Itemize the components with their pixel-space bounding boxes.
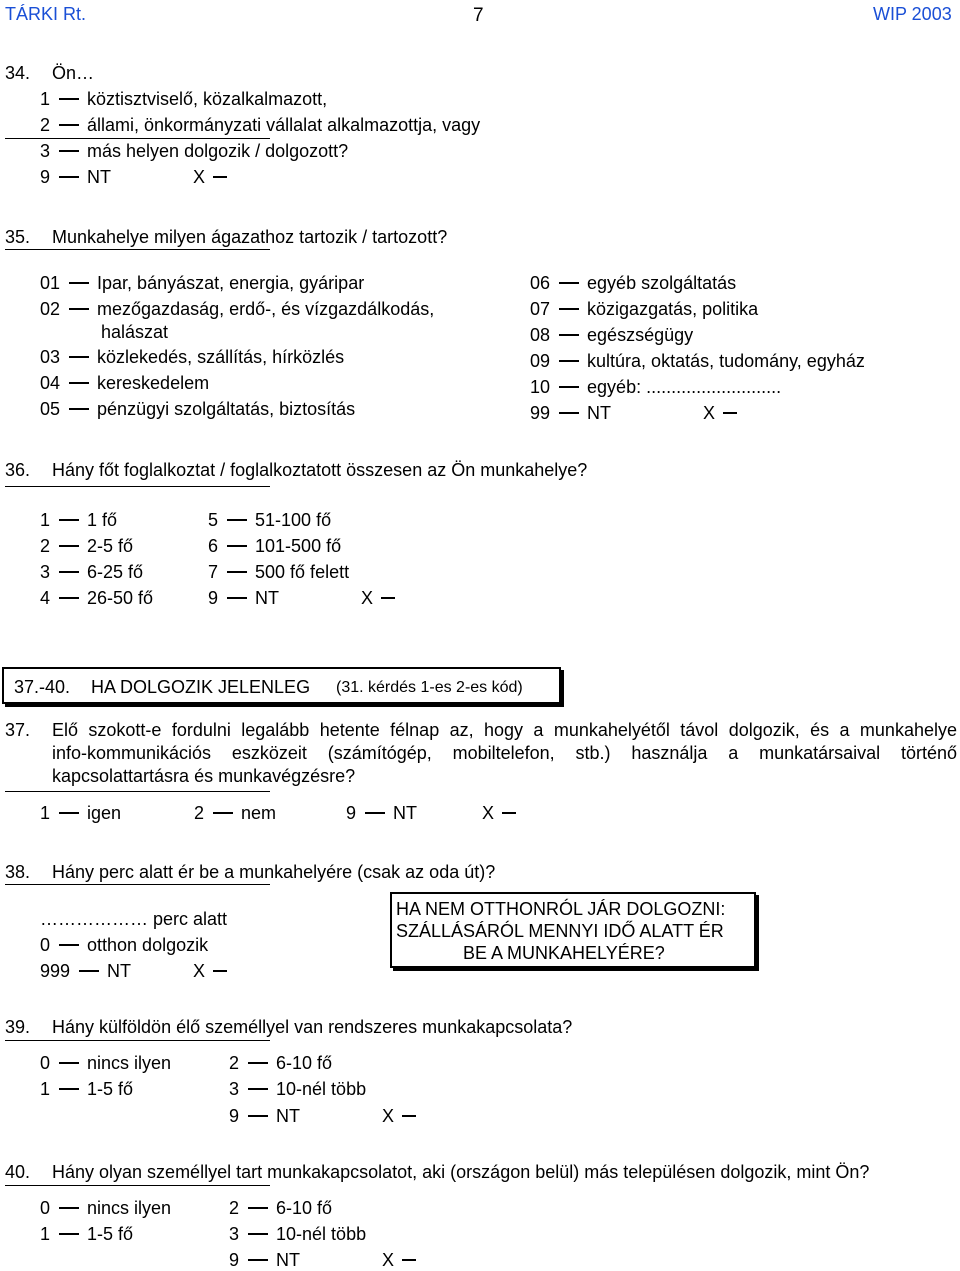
instruction-line-1: HA NEM OTTHONRÓL JÁR DOLGOZNI: xyxy=(396,899,726,919)
question-text-line-2: info-kommunikációs eszközeit (számítógép, mobiltelefon, stb.) használja a munkatársaival történő xyxy=(52,743,957,763)
divider xyxy=(5,249,270,250)
answer-option[interactable]: 1 1-5 fő xyxy=(40,1224,134,1244)
x-mark: X xyxy=(193,166,227,188)
answer-option[interactable]: 01 Ipar, bányászat, energia, gyáripar xyxy=(40,273,365,293)
question-text-line-3: kapcsolattartásra és munkavégzésre? xyxy=(52,766,356,786)
question-text: Hány olyan személlyel tart munkakapcsolatot, aki (országon belül) más településen dolgozik, mint Ön? xyxy=(52,1162,870,1182)
answer-option[interactable]: 9 NT xyxy=(40,167,112,187)
answer-option[interactable]: 0 otthon dolgozik xyxy=(40,935,209,955)
header-right: WIP 2003 xyxy=(873,4,952,24)
question-number: 35. xyxy=(5,227,31,247)
instruction-box xyxy=(390,892,756,968)
answer-option[interactable]: 1 1-5 fő xyxy=(40,1079,134,1099)
x-mark: X xyxy=(361,587,395,609)
answer-option[interactable]: 0 nincs ilyen xyxy=(40,1198,172,1218)
answer-option[interactable]: 2 2-5 fő xyxy=(40,536,134,556)
divider xyxy=(5,1040,270,1041)
answer-option[interactable]: 07 közigazgatás, politika xyxy=(530,299,759,319)
question-text: Hány külföldön élő személlyel van rendszeres munkakapcsolata? xyxy=(52,1017,573,1037)
answer-option[interactable]: 9 NT xyxy=(208,588,280,608)
answer-option[interactable]: 3 10-nél több xyxy=(229,1224,367,1244)
answer-option-continued: halászat xyxy=(101,322,169,342)
divider xyxy=(5,791,270,792)
answer-option[interactable]: 1 igen xyxy=(40,803,122,823)
x-mark: X xyxy=(382,1249,416,1271)
answer-option[interactable]: 03 közlekedés, szállítás, hírközlés xyxy=(40,347,345,367)
answer-option[interactable]: 09 kultúra, oktatás, tudomány, egyház xyxy=(530,351,865,371)
page-number: 7 xyxy=(473,5,484,26)
instruction-line-3: BE A MUNKAHELYÉRE? xyxy=(463,943,665,963)
answer-option[interactable]: 999 NT xyxy=(40,961,132,981)
question-text: Hány főt foglalkoztat / foglalkoztatott összesen az Ön munkahelye? xyxy=(52,460,588,480)
question-text-line-1: Elő szokott-e fordulni legalább hetente félnap az, hogy a munkahelyétől távol dolgozik, és a munkahelye xyxy=(52,720,957,740)
answer-option[interactable]: 9 NT xyxy=(229,1250,301,1270)
answer-option[interactable]: 02 mezőgazdaság, erdő-, és vízgazdálkodás, xyxy=(40,299,435,319)
answer-option[interactable]: 06 egyéb szolgáltatás xyxy=(530,273,737,293)
question-text: Hány perc alatt ér be a munkahelyére (csak az oda út)? xyxy=(52,862,496,882)
answer-option[interactable]: 3 10-nél több xyxy=(229,1079,367,1099)
question-number: 39. xyxy=(5,1017,31,1037)
answer-option[interactable]: 1 köztisztviselő, közalkalmazott, xyxy=(40,89,328,109)
answer-option[interactable]: 04 kereskedelem xyxy=(40,373,210,393)
answer-option[interactable]: 9 NT xyxy=(229,1106,301,1126)
question-text: Ön… xyxy=(52,63,95,83)
divider xyxy=(5,1185,270,1186)
answer-option[interactable]: 5 51-100 fő xyxy=(208,510,332,530)
question-number: 40. xyxy=(5,1162,31,1182)
question-number: 34. xyxy=(5,63,31,83)
answer-option[interactable]: 7 500 fő felett xyxy=(208,562,350,582)
question-text: Munkahelye milyen ágazathoz tartozik / tartozott? xyxy=(52,227,448,247)
answer-option[interactable]: 10 egyéb: ........................... xyxy=(530,377,782,397)
answer-option[interactable]: 99 NT xyxy=(530,403,612,423)
divider xyxy=(5,884,270,885)
answer-option[interactable]: 05 pénzügyi szolgáltatás, biztosítás xyxy=(40,399,356,419)
divider xyxy=(5,138,270,139)
x-mark: X xyxy=(703,402,737,424)
x-mark: X xyxy=(382,1105,416,1127)
divider xyxy=(5,486,270,487)
section-note: (31. kérdés 1-es 2-es kód) xyxy=(336,679,523,696)
question-number: 38. xyxy=(5,862,31,882)
instruction-line-2: SZÁLLÁSÁRÓL MENNYI IDŐ ALATT ÉR xyxy=(396,921,724,941)
x-mark: X xyxy=(193,960,227,982)
section-number: 37.-40. xyxy=(14,677,71,697)
answer-option[interactable]: 2 nem xyxy=(194,803,277,823)
answer-option[interactable]: 3 6-25 fő xyxy=(40,562,144,582)
question-number: 36. xyxy=(5,460,31,480)
section-title: HA DOLGOZIK JELENLEG xyxy=(91,677,311,697)
question-number: 37. xyxy=(5,720,31,740)
answer-option[interactable]: 9 NT xyxy=(346,803,418,823)
answer-option[interactable]: 1 1 fő xyxy=(40,510,118,530)
answer-option[interactable]: 3 más helyen dolgozik / dolgozott? xyxy=(40,141,349,161)
answer-option[interactable]: 2 6-10 fő xyxy=(229,1053,333,1073)
answer-option[interactable]: 2 állami, önkormányzati vállalat alkalmazottja, vagy xyxy=(40,115,481,135)
answer-option[interactable]: 0 nincs ilyen xyxy=(40,1053,172,1073)
answer-option[interactable]: 08 egészségügy xyxy=(530,325,694,345)
answer-option[interactable]: 6 101-500 fő xyxy=(208,536,342,556)
minutes-input[interactable]: ……………… perc alatt xyxy=(40,909,228,929)
x-mark: X xyxy=(482,802,516,824)
answer-option[interactable]: 2 6-10 fő xyxy=(229,1198,333,1218)
section-header-box xyxy=(2,667,561,704)
answer-option[interactable]: 4 26-50 fő xyxy=(40,588,154,608)
header-left: TÁRKI Rt. xyxy=(5,4,87,24)
